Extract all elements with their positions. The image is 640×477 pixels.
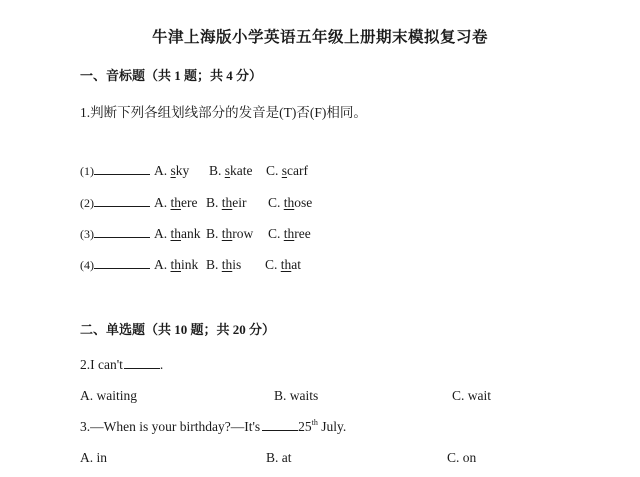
option-b: B. throw xyxy=(206,226,254,241)
option-c: C. that xyxy=(265,257,302,272)
answer-blank xyxy=(94,236,150,238)
option-c: C. scarf xyxy=(266,163,309,178)
item-row xyxy=(80,195,198,211)
answer-blank xyxy=(94,205,150,207)
question-3-end: July. xyxy=(317,419,347,434)
question-2-end: . xyxy=(159,357,164,372)
option-b: B. waits xyxy=(274,388,319,403)
answer-blank xyxy=(94,267,150,269)
question-1-text: 1.判断下列各组划线部分的发音是(T)否(F)相同。 xyxy=(80,105,367,120)
option-a: A. there xyxy=(154,195,198,210)
item-number: (1) xyxy=(80,164,94,178)
question-3 xyxy=(80,419,346,435)
item-number: (3) xyxy=(80,227,94,241)
option-b: B. skate xyxy=(209,163,253,178)
question-3-text: 3.—When is your birthday?—It's xyxy=(80,419,261,434)
option-a: A. think xyxy=(154,257,199,272)
option-c: C. on xyxy=(447,450,477,465)
item-number: (2) xyxy=(80,196,94,210)
option-b: B. their xyxy=(206,195,247,210)
question-3-day: 25 xyxy=(298,419,312,434)
option-a: A. in xyxy=(80,450,107,465)
answer-blank xyxy=(124,367,160,369)
section2-heading: 二、单选题（共 10 题；共 20 分） xyxy=(80,322,276,337)
item-row xyxy=(80,163,189,179)
section1-heading: 一、音标题（共 1 题；共 4 分） xyxy=(80,68,263,83)
item-row xyxy=(80,257,198,273)
page-title: 牛津上海版小学英语五年级上册期末模拟复习卷 xyxy=(151,29,488,46)
question-3-sup: th xyxy=(311,418,318,427)
question-2-text: 2.I can't xyxy=(80,357,123,372)
option-a: A. sky xyxy=(154,163,190,178)
question-2 xyxy=(80,357,163,373)
item-number: (4) xyxy=(80,258,94,272)
option-c: C. wait xyxy=(452,388,491,403)
option-a: A. waiting xyxy=(80,388,137,403)
option-a: A. thank xyxy=(154,226,201,241)
answer-blank xyxy=(262,429,298,431)
option-c: C. three xyxy=(268,226,311,241)
option-b: B. at xyxy=(266,450,292,465)
option-b: B. this xyxy=(206,257,242,272)
option-c: C. those xyxy=(268,195,313,210)
answer-blank xyxy=(94,173,150,175)
item-row xyxy=(80,226,201,242)
